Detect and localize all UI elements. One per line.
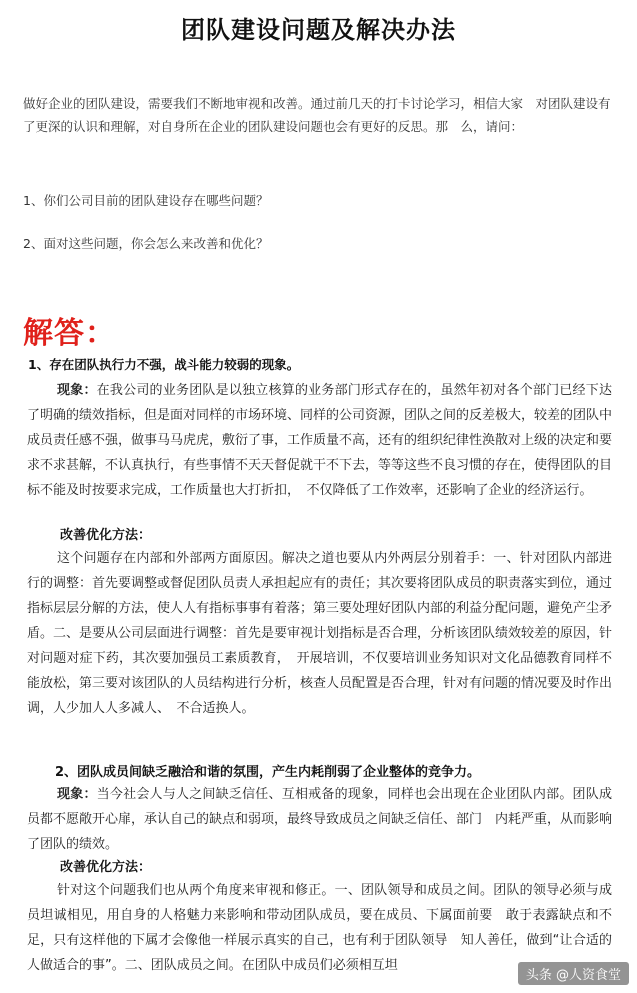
question-2: 2、面对这些问题，你会怎么来改善和优化？ <box>23 236 269 251</box>
section-1-heading: 1、存在团队执行力不强，战斗能力较弱的现象。 <box>28 357 300 372</box>
section-2-phenomenon <box>27 782 612 852</box>
answer-heading: 解答： <box>23 316 116 351</box>
question-1: 1、你们公司目前的团队建设存在哪些问题？ <box>23 193 269 208</box>
section-2-heading: 2、团队成员间缺乏融洽和谐的氛围，产生内耗削弱了企业整体的竞争力。 <box>55 765 481 780</box>
intro-paragraph: 做好企业的团队建设，需要我们不断地审视和改善。通过前几天的打卡讨论学习，相信大家 对团队建设有了更深的认识和理解，对自身所在企业的团队建设问题也会有更好的反思。那 么，请问： <box>23 96 611 134</box>
phenomenon-text: 当今社会人与人之间缺乏信任、互相戒备的现象，同样也会出现在企业团队内部。团队成员都不愿敞开心扉，承认自己的缺点和弱项，最终导致成员之间缺乏信任、部门 内耗严重，从而影响了团队的绩效。 <box>27 787 613 852</box>
phenomenon-label: 现象： <box>57 787 97 802</box>
section-1-improve-text: 这个问题存在内部和外部两方面原因。解决之道也要从内外两层分别着手：一、针对团队内部进行的调整：首先要调整或督促团队员责人承担起应有的责任；其次要将团队成员的职责落实到位，通过指标层层分解的方法，使人人有指标事事有着落；第三要处理好团队内部的利益分配问题，避免产尘矛盾。二、是要从公司层面进行调整：首先是要审视计划指标是否合理，分析该团队绩效较差的原因，针对问题对症下药，其次要加强员工素质教育， 开展培训，不仅要培训业务知识对文化品德教育同样不能放松，第三要对该团队的人员结构进行分析，核查人员配置是否合理，针对有问题的情况要及时作出调，人少加人人多减人、 不合适换人。 <box>27 551 613 716</box>
section-1-improve-label: 改善优化方法： <box>60 528 152 543</box>
phenomenon-label: 现象： <box>57 383 97 398</box>
watermark-label: 头条 @人资食堂 <box>518 962 629 985</box>
section-2-improve-label: 改善优化方法： <box>60 860 152 875</box>
phenomenon-text: 在我公司的业务团队是以独立核算的业务部门形式存在的，虽然年初对各个部门已经下达了明确的绩效指标，但是面对同样的市场环境、同样的公司资源，团队之间的反差极大，较差的团队中成员责任感不强，做事马马虎虎，敷衍了事，工作质量不高，还有的组织纪律性涣散对上级的决定和要求不求甚解，不认真执行，有些事情不天天督促就干不下去，等等这些不良习惯的存在，使得团队的目标不能及时按要求完成，工作质量也大打折扣， 不仅降低了工作效率，还影响了企业的经济运行。 <box>27 383 613 498</box>
section-1-phenomenon <box>27 378 612 518</box>
document-title: 团队建设问题及解决办法 <box>181 15 456 44</box>
section-2-improve-text: 针对这个问题我们也从两个角度来审视和修正。一、团队领导和成员之间。团队的领导必须与成员坦诚相见，用自身的人格魅力来影响和带动团队成员，要在成员、下属面前要 敢于表露缺点和不足，只有这样他的下属才会像他一样展示真实的自己，也有利于团队领导 知人善任，做到“让合适的人做适合的事”。二、团队成员之间。在团队中成员们必须相互坦 <box>27 883 612 973</box>
